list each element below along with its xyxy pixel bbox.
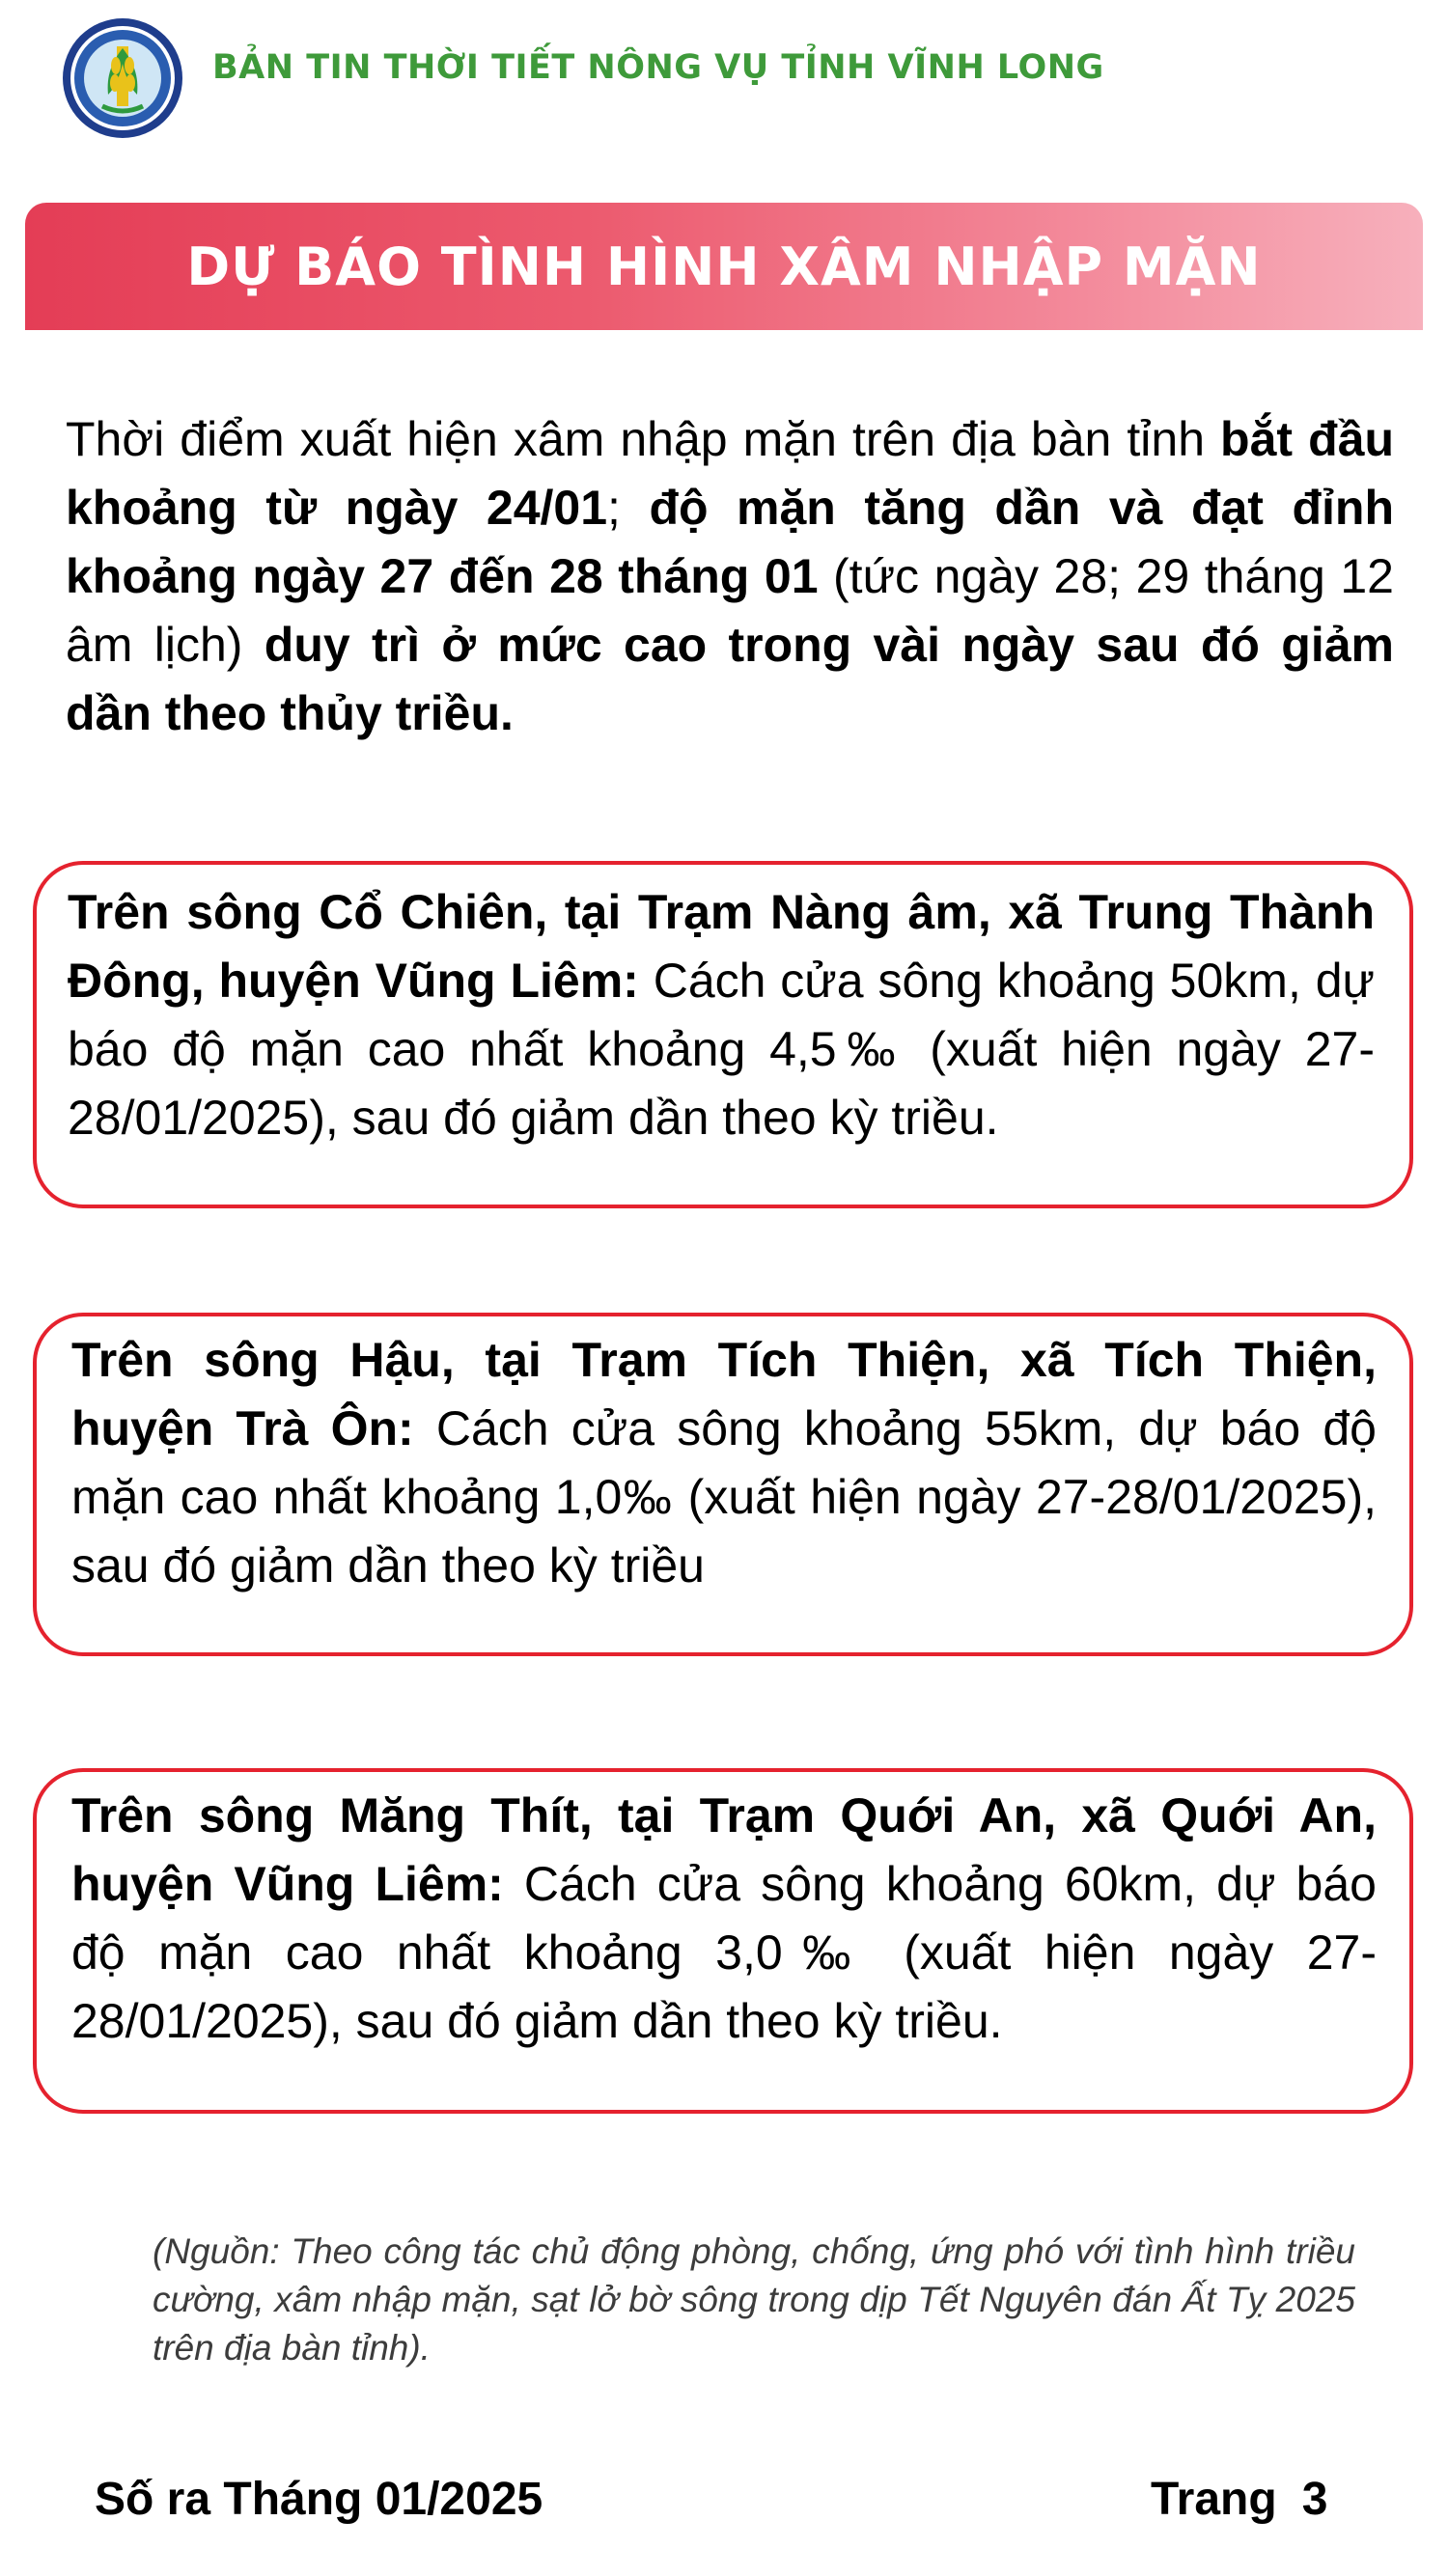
station-box-hau [33,1313,1413,1656]
intro-paragraph [66,405,1394,748]
intro-text-2: ; [607,481,650,535]
station-box-co-chien [33,861,1413,1208]
station-box-mang-thit [33,1768,1413,2114]
station-body: Cách cửa sông khoảng 55km, dự báo độ mặn cao nhất khoảng 1,0‰ (xuất hiện ngày 27-28/01/2025), sau đó giảm dần theo kỳ triều [71,1401,1377,1593]
station-text [71,1782,1377,2056]
source-note: (Nguồn: Theo công tác chủ động phòng, chống, ứng phó với tình hình triều cường, xâm nhập mặn, sạt lở bờ sông trong dịp Tết Nguyên đán Ất Tỵ 2025 trên địa bàn tỉnh). [153,2231,1355,2368]
page-number: 3 [1301,2474,1328,2525]
station-body: Cách cửa sông khoảng 60km, dự báo độ mặn cao nhất khoảng 3,0‰ (xuất hiện ngày 27-28/01/2025), sau đó giảm dần theo kỳ triều. [71,1857,1377,2048]
bulletin-header-title: BẢN TIN THỜI TIẾT NÔNG VỤ TỈNH VĨNH LONG [212,48,1104,87]
station-text [68,878,1375,1152]
intro-text-1: Thời điểm xuất hiện xâm nhập mặn trên địa bàn tỉnh [66,412,1221,466]
section-banner [25,203,1423,330]
intro-bold-1: bắt đầu khoảng từ ngày 24/01 [66,412,1394,535]
page-label: Trang [1151,2474,1277,2525]
station-heading: Trên sông Hậu, tại Trạm Tích Thiện, xã Tích Thiện, huyện Trà Ôn: [71,1333,1377,1455]
banner-title: DỰ BÁO TÌNH HÌNH XÂM NHẬP MẶN [186,235,1262,297]
intro-bold-2: độ mặn tăng dần và đạt đỉnh khoảng ngày 27 đến 28 tháng 01 [66,481,1394,603]
page-indicator [1151,2473,1327,2526]
agriculture-emblem-logo [60,15,185,141]
intro-bold-3: duy trì ở mức cao trong vài ngày sau đó giảm dần theo thủy triều. [66,618,1394,740]
issue-label: Số ra Tháng 01/2025 [95,2474,543,2525]
station-heading: Trên sông Cổ Chiên, tại Trạm Nàng âm, xã Trung Thành Đông, huyện Vũng Liêm: [68,885,1375,1008]
station-body: Cách cửa sông khoảng 50km, dự báo độ mặn cao nhất khoảng 4,5‰ (xuất hiện ngày 27-28/01/2025), sau đó giảm dần theo kỳ triều. [68,954,1375,1145]
station-text [71,1326,1377,1600]
station-heading: Trên sông Măng Thít, tại Trạm Quới An, xã Quới An, huyện Vũng Liêm: [71,1788,1377,1911]
intro-text-3: (tức ngày 28; 29 tháng 12 âm lịch) [66,549,1394,672]
